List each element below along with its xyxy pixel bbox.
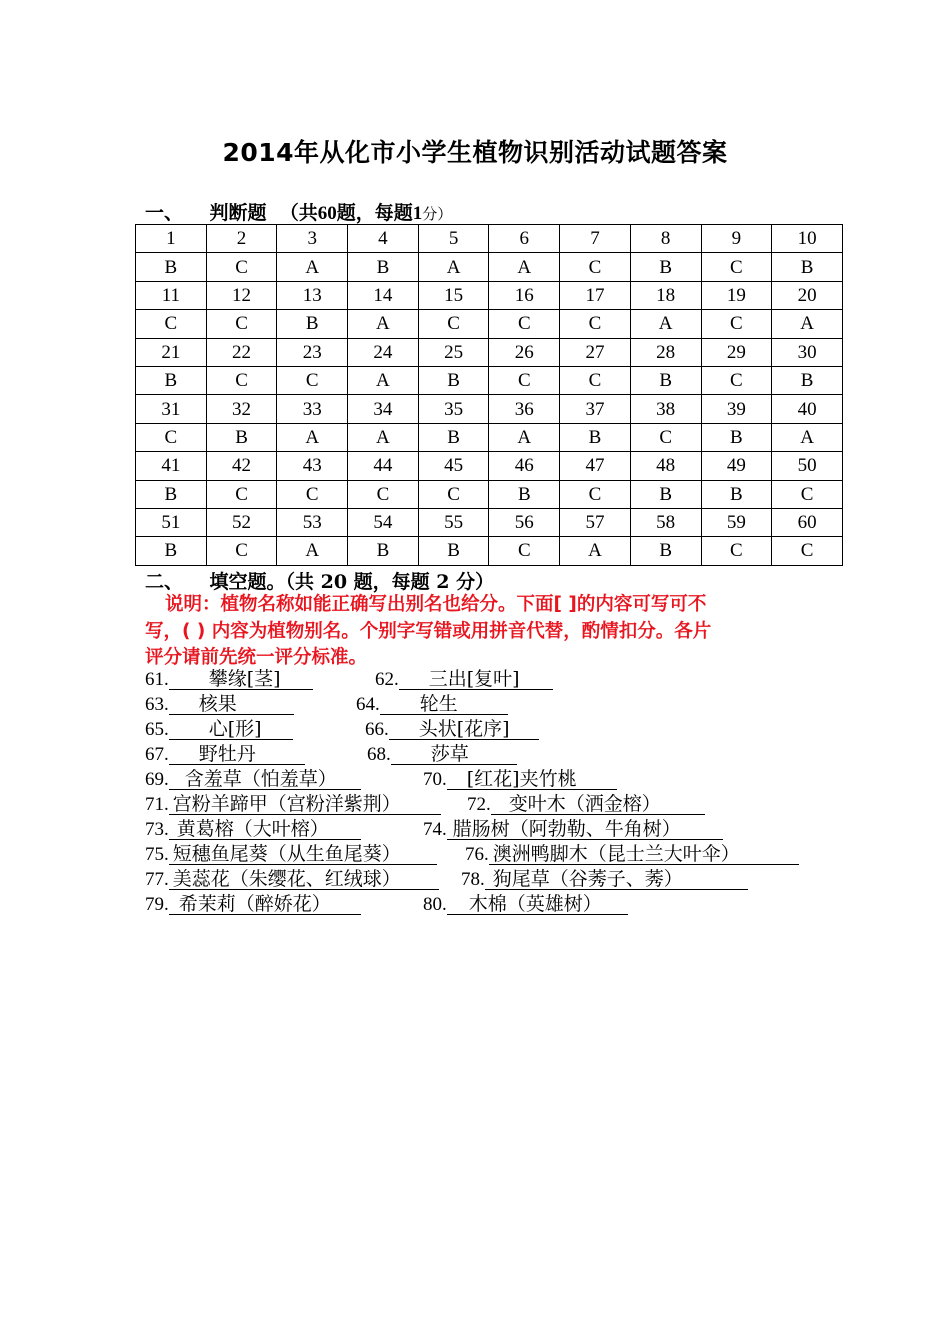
fill-answer-item (145, 892, 361, 917)
section-1-detail-pre: （共 (279, 202, 318, 224)
question-number-cell: 39 (701, 395, 772, 423)
fill-answer-text: 野牡丹 (169, 743, 305, 765)
question-number-cell: 19 (701, 281, 772, 309)
answer-cell: C (348, 480, 419, 508)
answer-cell: B (701, 423, 772, 451)
question-number-cell: 25 (418, 338, 489, 366)
fill-answer-text: 头状[花序] (389, 718, 539, 740)
fill-answer-number: 63. (145, 694, 169, 715)
fill-answer-item (465, 842, 799, 867)
section-1-detail-mid: 题，每题 (336, 202, 413, 224)
question-number-cell: 53 (277, 508, 348, 536)
question-number-cell: 17 (560, 281, 631, 309)
answer-cell: C (136, 423, 207, 451)
fill-answer-number: 62. (375, 669, 399, 690)
fill-answer-item (145, 792, 441, 817)
answer-cell: A (277, 253, 348, 281)
question-number-row (136, 225, 843, 253)
section-2-heading (145, 567, 494, 594)
fill-answer-item (145, 742, 305, 767)
answer-cell: B (772, 366, 843, 394)
fill-answer-item (145, 692, 294, 717)
answer-cell: B (418, 423, 489, 451)
fill-answer-number: 65. (145, 719, 169, 740)
fill-answer-number: 77. (145, 869, 169, 890)
answer-cell: B (136, 253, 207, 281)
answer-cell: C (560, 480, 631, 508)
question-number-cell: 47 (560, 452, 631, 480)
fill-answer-number: 66. (365, 719, 389, 740)
question-number-cell: 41 (136, 452, 207, 480)
answer-cell: C (206, 253, 277, 281)
fill-answer-text: 核果 (169, 693, 294, 715)
fill-answer-item (423, 817, 723, 842)
question-number-cell: 3 (277, 225, 348, 253)
question-number-row (136, 508, 843, 536)
fill-answer-text: 黄葛榕（大叶榕） (169, 818, 361, 840)
answer-cell: C (701, 253, 772, 281)
section-2-title: 填空题。（共 20 题，每题 2 分） (209, 571, 495, 593)
fill-answer-item (145, 717, 293, 742)
question-number-cell: 38 (630, 395, 701, 423)
answer-cell: C (206, 310, 277, 338)
question-number-cell: 52 (206, 508, 277, 536)
answer-row (136, 480, 843, 508)
fill-answer-item (145, 867, 439, 892)
answer-row (136, 253, 843, 281)
answer-cell: C (277, 366, 348, 394)
fill-answer-text: [红花]夹竹桃 (447, 768, 617, 790)
scoring-note (145, 592, 825, 672)
question-number-cell: 18 (630, 281, 701, 309)
fill-answer-item (461, 867, 748, 892)
fill-answer-item (423, 767, 617, 792)
section-1-detail-unit: 分） (422, 205, 453, 223)
question-number-cell: 54 (348, 508, 419, 536)
answer-cell: C (772, 480, 843, 508)
fill-answer-item (356, 692, 508, 717)
fill-answer-number: 76. (465, 844, 489, 865)
question-number-cell: 57 (560, 508, 631, 536)
question-number-cell: 46 (489, 452, 560, 480)
question-number-cell: 7 (560, 225, 631, 253)
answer-cell: A (630, 310, 701, 338)
answer-row (136, 537, 843, 565)
answer-cell: C (560, 366, 631, 394)
fill-answer-number: 74. (423, 819, 447, 840)
fill-answer-text: 心[形] (169, 718, 293, 740)
answer-cell: C (701, 537, 772, 565)
question-number-cell: 21 (136, 338, 207, 366)
fill-answer-text: 莎草 (391, 743, 517, 765)
section-1-heading (145, 198, 452, 225)
question-number-cell: 34 (348, 395, 419, 423)
answer-row (136, 310, 843, 338)
answer-cell: A (348, 423, 419, 451)
answer-cell: C (206, 366, 277, 394)
answer-cell: B (136, 366, 207, 394)
fill-answer-number: 69. (145, 769, 169, 790)
question-number-cell: 27 (560, 338, 631, 366)
fill-answer-text: 三出[复叶] (399, 668, 553, 690)
question-number-cell: 33 (277, 395, 348, 423)
question-number-cell: 10 (772, 225, 843, 253)
question-number-cell: 45 (418, 452, 489, 480)
answer-cell: B (136, 537, 207, 565)
fill-answer-number: 80. (423, 894, 447, 915)
question-number-cell: 51 (136, 508, 207, 536)
answer-cell: B (630, 537, 701, 565)
fill-answer-item (467, 792, 705, 817)
answer-cell: B (630, 253, 701, 281)
fill-answer-number: 79. (145, 894, 169, 915)
fill-answer-text: 宫粉羊蹄甲（宫粉洋紫荆） (169, 793, 441, 815)
question-number-cell: 22 (206, 338, 277, 366)
fill-answer-item (145, 842, 437, 867)
fill-answer-text: 腊肠树（阿勃勒、牛角树） (447, 818, 723, 840)
answer-cell: B (348, 253, 419, 281)
answer-cell: A (277, 537, 348, 565)
question-number-row (136, 452, 843, 480)
question-number-cell: 26 (489, 338, 560, 366)
fill-answer-number: 71. (145, 794, 169, 815)
question-number-cell: 50 (772, 452, 843, 480)
question-number-cell: 20 (772, 281, 843, 309)
fill-answer-number: 70. (423, 769, 447, 790)
answer-cell: A (489, 253, 560, 281)
question-number-cell: 40 (772, 395, 843, 423)
fill-answer-number: 61. (145, 669, 169, 690)
answer-cell: C (277, 480, 348, 508)
answer-cell: C (560, 310, 631, 338)
answer-cell: B (348, 537, 419, 565)
fill-answer-number: 78. (461, 869, 485, 890)
question-number-cell: 44 (348, 452, 419, 480)
fill-answer-item (145, 767, 361, 792)
note-line-1: 说明：植物名称如能正确写出别名也给分。下面[ ]的内容可写可不 (165, 594, 707, 615)
question-number-cell: 37 (560, 395, 631, 423)
answer-cell: A (348, 366, 419, 394)
question-number-row (136, 281, 843, 309)
answer-cell: B (277, 310, 348, 338)
question-number-cell: 31 (136, 395, 207, 423)
answer-cell: B (418, 366, 489, 394)
question-number-cell: 4 (348, 225, 419, 253)
answer-cell: C (489, 310, 560, 338)
question-number-cell: 12 (206, 281, 277, 309)
answer-row (136, 423, 843, 451)
answer-cell: B (418, 537, 489, 565)
question-number-cell: 43 (277, 452, 348, 480)
answer-cell: A (772, 423, 843, 451)
answer-cell: C (701, 310, 772, 338)
question-number-cell: 15 (418, 281, 489, 309)
fill-answer-item (145, 667, 313, 692)
fill-answer-item (375, 667, 553, 692)
question-number-row (136, 395, 843, 423)
answer-cell: B (701, 480, 772, 508)
answer-cell: C (418, 310, 489, 338)
question-number-cell: 16 (489, 281, 560, 309)
answer-cell: C (206, 480, 277, 508)
answer-cell: C (206, 537, 277, 565)
question-number-cell: 32 (206, 395, 277, 423)
fill-answer-text: 含羞草（怕羞草） (169, 768, 361, 790)
fill-answer-item (365, 717, 539, 742)
question-number-cell: 55 (418, 508, 489, 536)
question-number-cell: 42 (206, 452, 277, 480)
fill-answer-number: 67. (145, 744, 169, 765)
answer-cell: C (701, 366, 772, 394)
answer-cell: C (136, 310, 207, 338)
fill-answer-text: 狗尾草（谷莠子、莠） (485, 868, 748, 890)
answer-cell: B (772, 253, 843, 281)
fill-answer-number: 68. (367, 744, 391, 765)
answer-cell: A (772, 310, 843, 338)
question-number-cell: 11 (136, 281, 207, 309)
fill-answer-number: 73. (145, 819, 169, 840)
fill-answer-item (367, 742, 517, 767)
answer-cell: A (560, 537, 631, 565)
question-number-cell: 35 (418, 395, 489, 423)
fill-answer-text: 短穗鱼尾葵（从生鱼尾葵） (169, 843, 437, 865)
answer-cell: A (418, 253, 489, 281)
question-number-cell: 23 (277, 338, 348, 366)
question-number-cell: 24 (348, 338, 419, 366)
fill-answer-text: 攀缘[茎] (169, 668, 313, 690)
question-number-cell: 58 (630, 508, 701, 536)
fill-answer-item (423, 892, 628, 917)
answer-cell: C (489, 537, 560, 565)
fill-answer-text: 变叶木（洒金榕） (491, 793, 705, 815)
answer-cell: C (418, 480, 489, 508)
question-number-cell: 59 (701, 508, 772, 536)
question-number-cell: 48 (630, 452, 701, 480)
answer-cell: B (136, 480, 207, 508)
fill-answer-text: 轮生 (380, 693, 508, 715)
section-1-total: 60 (317, 203, 337, 224)
fill-answer-number: 75. (145, 844, 169, 865)
answer-cell: B (630, 366, 701, 394)
question-number-cell: 13 (277, 281, 348, 309)
answer-cell: A (348, 310, 419, 338)
answer-cell: C (772, 537, 843, 565)
question-number-cell: 5 (418, 225, 489, 253)
question-number-cell: 28 (630, 338, 701, 366)
answer-cell: A (277, 423, 348, 451)
question-number-cell: 36 (489, 395, 560, 423)
question-number-cell: 9 (701, 225, 772, 253)
question-number-cell: 30 (772, 338, 843, 366)
answer-cell: B (206, 423, 277, 451)
question-number-cell: 6 (489, 225, 560, 253)
note-line-2: 写，( ) 内容为植物别名。个别字写错或用拼音代替，酌情扣分。各片 (145, 620, 712, 642)
section-1-name: 判断题 (209, 202, 267, 224)
question-number-cell: 1 (136, 225, 207, 253)
fill-answer-item (145, 817, 361, 842)
fill-answer-text: 美蕊花（朱缨花、红绒球） (169, 868, 439, 890)
question-number-cell: 56 (489, 508, 560, 536)
answer-cell: C (630, 423, 701, 451)
question-number-cell: 14 (348, 281, 419, 309)
question-number-row (136, 338, 843, 366)
section-2-label: 二、 (145, 571, 184, 593)
section-1-points: 1 (412, 203, 423, 224)
page-title: 2014年从化市小学生植物识别活动试题答案 (222, 138, 728, 167)
judgement-answer-table (135, 224, 843, 566)
note-line-3: 评分请前先统一评分标准。 (145, 647, 368, 668)
fill-answer-number: 64. (356, 694, 380, 715)
answer-row (136, 366, 843, 394)
question-number-cell: 8 (630, 225, 701, 253)
answer-cell: B (560, 423, 631, 451)
answer-cell: C (489, 366, 560, 394)
answer-cell: B (489, 480, 560, 508)
question-number-cell: 49 (701, 452, 772, 480)
question-number-cell: 29 (701, 338, 772, 366)
answer-cell: B (630, 480, 701, 508)
answer-cell: C (560, 253, 631, 281)
question-number-cell: 2 (206, 225, 277, 253)
fill-answer-text: 澳洲鸭脚木（昆士兰大叶伞） (489, 843, 799, 865)
fill-answer-text: 木棉（英雄树） (447, 893, 628, 915)
section-1-label: 一、 (145, 202, 184, 224)
fill-answer-number: 72. (467, 794, 491, 815)
answer-cell: A (489, 423, 560, 451)
fill-answer-text: 希茉莉（醉娇花） (169, 893, 361, 915)
question-number-cell: 60 (772, 508, 843, 536)
